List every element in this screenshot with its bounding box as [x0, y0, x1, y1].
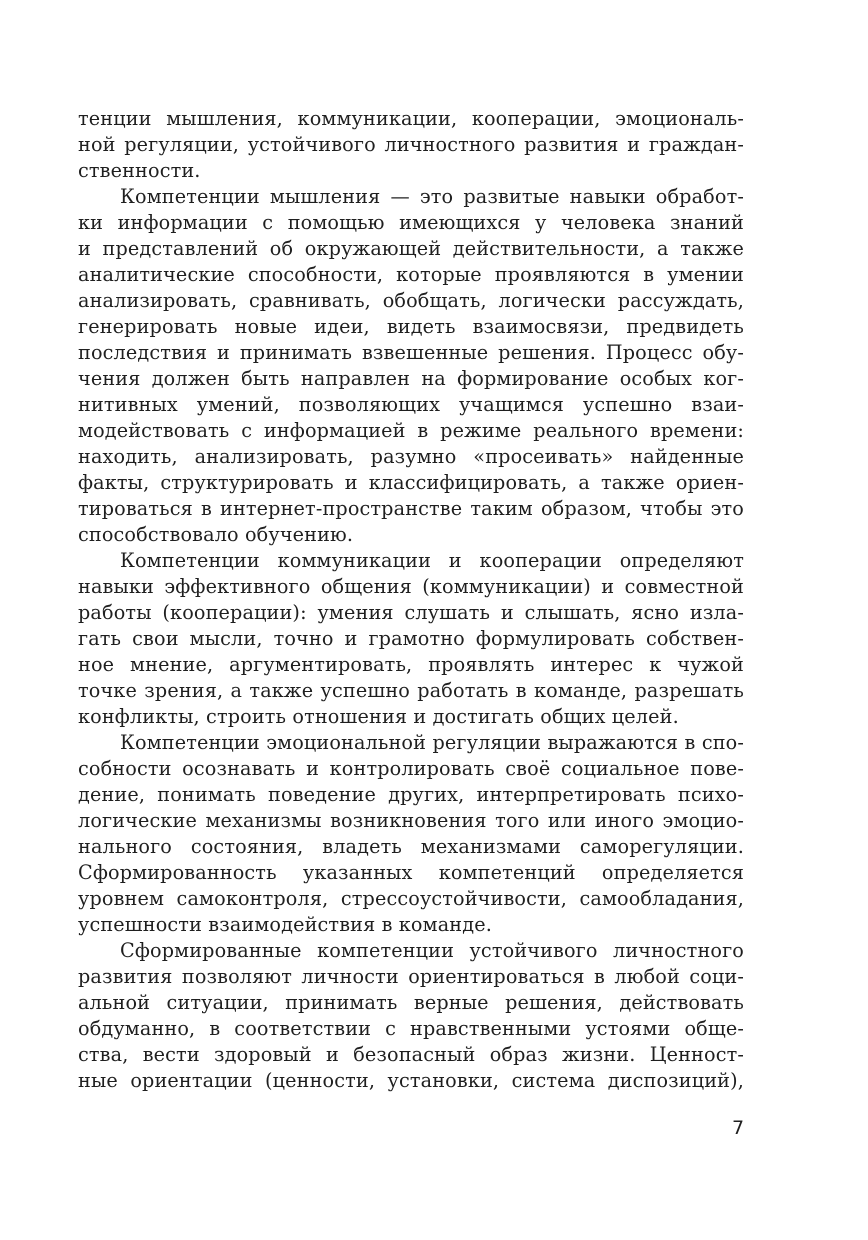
text-line-29: нального состояния, владеть механизмами саморегуляции.	[78, 835, 744, 858]
text-line-24: конфликты, строить отношения и достигать общих целей.	[78, 705, 679, 728]
text-line-6: и представлений об окружающей действительности, а также	[78, 237, 744, 260]
text-line-1: тенции мышления, коммуникации, кооперации, эмоциональ-	[78, 107, 744, 130]
text-line-10: последствия и принимать взвешенные решения. Процесс обу-	[78, 341, 744, 364]
text-line-2: ной регуляции, устойчивого личностного развития и граждан-	[78, 133, 744, 156]
text-line-37: ства, вести здоровый и безопасный образ жизни. Ценност-	[78, 1043, 744, 1066]
text-line-16: тироваться в интернет-пространстве таким образом, чтобы это	[78, 497, 744, 520]
text-line-17: способствовало обучению.	[78, 523, 354, 546]
text-line-11: чения должен быть направлен на формирование особых ког-	[78, 367, 744, 390]
text-line-8: анализировать, сравнивать, обобщать, логически рассуждать,	[78, 289, 744, 312]
text-line-7: аналитические способности, которые проявляются в умении	[78, 263, 744, 286]
text-line-3: ственности.	[78, 159, 201, 182]
text-line-32: успешности взаимодействия в команде.	[78, 913, 492, 936]
text-line-27: дение, понимать поведение других, интерпретировать психо-	[78, 783, 744, 806]
text-line-36: обдуманно, в соответствии с нравственными устоями обще-	[78, 1017, 744, 1040]
paragraph-start-emotional: Компетенции эмоциональной регуляции выражаются в спо-	[120, 731, 744, 754]
paragraph-start-personal: Сформированные компетенции устойчивого личностного	[120, 939, 744, 962]
text-line-26: собности осознавать и контролировать своё социальное пове-	[78, 757, 744, 780]
body-text	[78, 106, 744, 1094]
text-line-30: Сформированность указанных компетенций определяется	[78, 861, 744, 884]
text-line-9: генерировать новые идеи, видеть взаимосвязи, предвидеть	[78, 315, 744, 338]
paragraph-start-communication: Компетенции коммуникации и кооперации определяют	[120, 549, 744, 572]
text-line-15: факты, структурировать и классифицировать, а также ориен-	[78, 471, 744, 494]
text-line-5: ки информации с помощью имеющихся у человека знаний	[78, 211, 744, 234]
text-line-14: находить, анализировать, разумно «просеивать» найденные	[78, 445, 744, 468]
page-number: 7	[732, 1117, 745, 1139]
text-line-23: точке зрения, а также успешно работать в команде, разрешать	[78, 679, 744, 702]
text-line-35: альной ситуации, принимать верные решения, действовать	[78, 991, 744, 1014]
text-line-34: развития позволяют личности ориентироваться в любой соци-	[78, 965, 744, 988]
paragraph-start-thinking: Компетенции мышления — это развитые навыки обработ-	[120, 185, 744, 208]
text-line-12: нитивных умений, позволяющих учащимся успешно взаи-	[78, 393, 744, 416]
text-line-28: логические механизмы возникновения того или иного эмоцио-	[78, 809, 744, 832]
text-line-38: ные ориентации (ценности, установки, система диспозиций),	[78, 1069, 744, 1092]
text-line-22: ное мнение, аргументировать, проявлять интерес к чужой	[78, 653, 744, 676]
text-line-20: работы (кооперации): умения слушать и слышать, ясно изла-	[78, 601, 744, 624]
text-line-21: гать свои мысли, точно и грамотно формулировать собствен-	[78, 627, 744, 650]
text-line-13: модействовать с информацией в режиме реального времени:	[78, 419, 744, 442]
text-line-31: уровнем самоконтроля, стрессоустойчивости, самообладания,	[78, 887, 744, 910]
text-line-19: навыки эффективного общения (коммуникации) и совместной	[78, 575, 744, 598]
